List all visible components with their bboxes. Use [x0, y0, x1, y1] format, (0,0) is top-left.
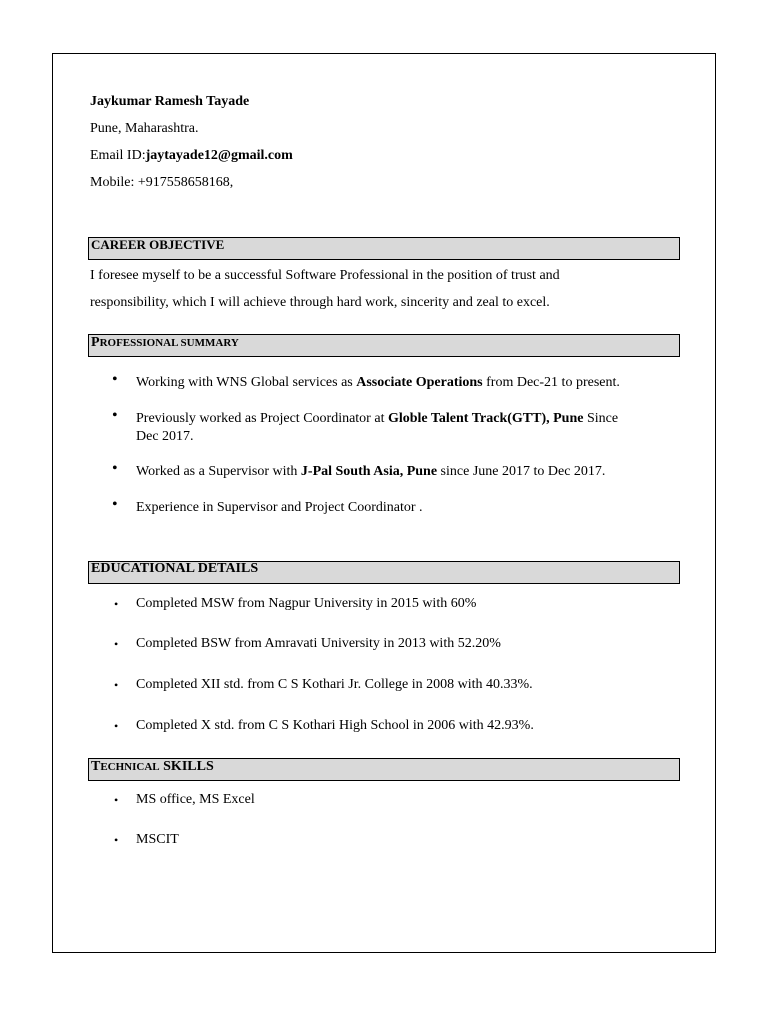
summary-item: Working with WNS Global services as Associate Operations from Dec-21 to present.: [136, 375, 620, 390]
education-item: Completed X std. from C S Kothari High School in 2006 with 42.93%.: [136, 718, 534, 733]
bullet-icon: •: [112, 460, 118, 477]
education-item: Completed BSW from Amravati University in 2013 with 52.20%: [136, 636, 501, 651]
candidate-email-line: [90, 148, 293, 164]
summary-item: Previously worked as Project Coordinator at Globle Talent Track(GTT), Pune Since: [136, 411, 619, 426]
career-objective-line-1: I foresee myself to be a successful Software Professional in the position of trust and: [90, 268, 560, 283]
bullet-icon: •: [114, 793, 119, 807]
bullet-icon: •: [112, 407, 118, 424]
bullet-icon: •: [114, 637, 119, 651]
education-item: Completed XII std. from C S Kothari Jr. College in 2008 with 40.33%.: [136, 677, 533, 692]
summary-item-continuation: Dec 2017.: [136, 429, 194, 444]
summary-item: Experience in Supervisor and Project Coordinator .: [136, 500, 423, 515]
career-objective-line-2: responsibility, which I will achieve through hard work, sincerity and zeal to excel.: [90, 295, 550, 310]
candidate-location: Pune, Maharashtra.: [90, 121, 199, 136]
technical-skills-heading: TECHNICAL SKILLS: [88, 758, 680, 781]
education-item: Completed MSW from Nagpur University in 2015 with 60%: [136, 596, 477, 611]
candidate-name: Jaykumar Ramesh Tayade: [90, 94, 250, 109]
email-address: jaytayade12@gmail.com: [145, 148, 293, 163]
candidate-mobile: Mobile: +917558658168,: [90, 175, 234, 190]
skill-item: MSCIT: [136, 832, 179, 847]
email-label: Email ID:: [90, 148, 146, 163]
bullet-icon: •: [112, 496, 118, 513]
educational-details-heading: EDUCATIONAL DETAILS: [88, 561, 680, 584]
bullet-icon: •: [114, 678, 119, 692]
bullet-icon: •: [114, 833, 119, 847]
bullet-icon: •: [114, 719, 119, 733]
bullet-icon: •: [112, 371, 118, 388]
bullet-icon: •: [114, 597, 119, 611]
summary-item: Worked as a Supervisor with J-Pal South Asia, Pune since June 2017 to Dec 2017.: [136, 464, 606, 479]
skill-item: MS office, MS Excel: [136, 792, 255, 807]
career-objective-heading: CAREER OBJECTIVE: [88, 237, 680, 260]
professional-summary-heading: PROFESSIONAL SUMMARY: [88, 334, 680, 357]
